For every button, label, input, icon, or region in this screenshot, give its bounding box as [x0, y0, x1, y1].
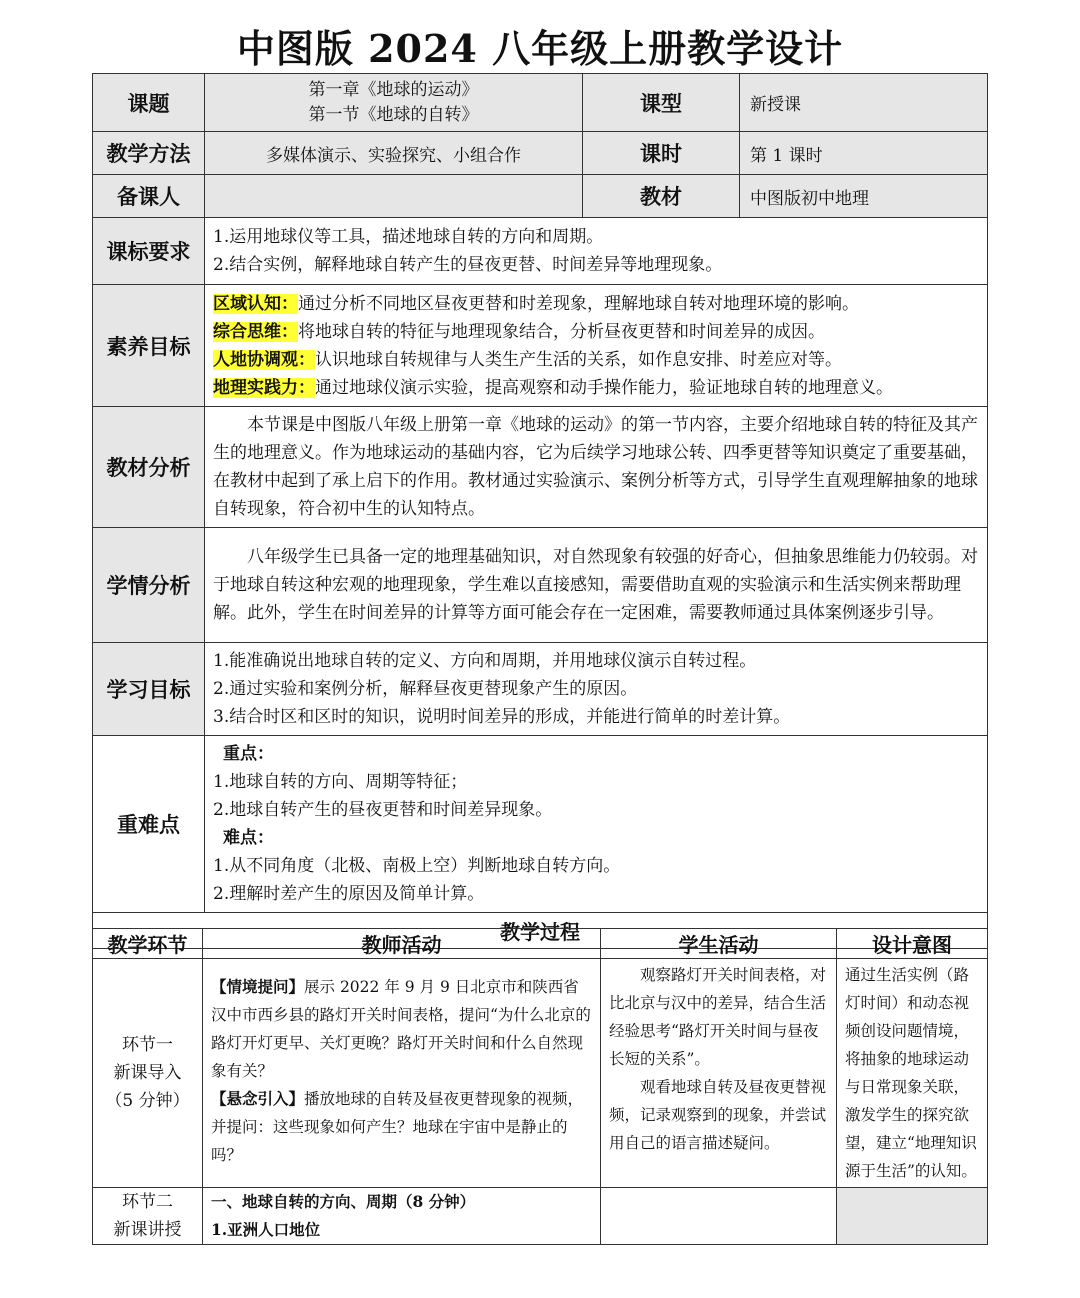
standards-line: 2.结合实例，解释地球自转产生的昼夜更替、时间差异等地理现象。 — [213, 255, 723, 275]
col-student: 学生活动 — [601, 929, 837, 959]
students-label: 学情分析 — [93, 528, 205, 643]
material-text: 本节课是中图版八年级上册第一章《地球的运动》的第一节内容，主要介绍地球自转的特征及其产生的地理意义。作为地球运动的基础内容，它为后续学习地球公转、四季更替等知识奠定了重要基础，在教材中起到了承上启下的作用。教材通过实验演示、案例分析等方式，引导学生直观理解抽象的地球自转现象，符合初中生的认知特点。 — [213, 415, 978, 519]
method-value: 多媒体演示、实验探究、小组合作 — [205, 132, 583, 175]
key-points-label: 重难点 — [93, 736, 205, 913]
literacy-content — [205, 285, 988, 407]
goal-line: 1.能准确说出地球自转的定义、方向和周期，并用地球仪演示自转过程。 — [213, 651, 757, 671]
col-stage: 教学环节 — [93, 929, 203, 959]
standards-label: 课标要求 — [93, 218, 205, 285]
teacher-tag: 【情境提问】 — [211, 977, 305, 996]
topic-value — [205, 74, 583, 132]
literacy-item — [213, 346, 979, 374]
literacy-tag: 人地协调观： — [213, 349, 315, 370]
lesson-info-table — [92, 73, 988, 949]
col-intent: 设计意图 — [837, 929, 988, 959]
literacy-tag: 地理实践力： — [213, 377, 315, 398]
textbook-value: 中图版初中地理 — [740, 175, 988, 218]
hours-label: 课时 — [583, 132, 740, 175]
stage2-name — [93, 1188, 203, 1245]
literacy-item — [213, 374, 979, 402]
stage1-name — [93, 959, 203, 1188]
stage2-intent — [837, 1188, 988, 1245]
hard-line: 2.理解时差产生的原因及简单计算。 — [213, 884, 485, 904]
literacy-text: 通过分析不同地区昼夜更替和时差现象，理解地球自转对地理环境的影响。 — [298, 293, 859, 314]
textbook-label: 教材 — [583, 175, 740, 218]
stage1-teacher — [203, 959, 601, 1188]
stage2-student — [601, 1188, 837, 1245]
student-item: 观看地球自转及昼夜更替视频，记录观察到的现象，并尝试用自己的语言描述疑问。 — [609, 1078, 827, 1152]
hard-title: 难点： — [223, 828, 274, 848]
material-content — [205, 407, 988, 528]
literacy-text: 认识地球自转规律与人类生产生活的关系，如作息安排、时差应对等。 — [315, 349, 842, 370]
col-teacher: 教师活动 — [203, 929, 601, 959]
topic-section: 第一节《地球的自转》 — [308, 104, 479, 125]
stage2-heading: 一、地球自转的方向、周期（8 分钟） — [211, 1192, 476, 1211]
key-title: 重点： — [223, 744, 274, 764]
literacy-text: 通过地球仪演示实验，提高观察和动手操作能力，验证地球自转的地理意义。 — [315, 377, 893, 398]
topic-chapter: 第一章《地球的运动》 — [308, 79, 479, 100]
goal-line: 2.通过实验和案例分析，解释昼夜更替现象产生的原因。 — [213, 679, 638, 699]
literacy-item — [213, 290, 979, 318]
stage1-line: 新课导入 — [113, 1063, 182, 1083]
stage2-teacher — [203, 1188, 601, 1245]
key-line: 2.地球自转产生的昼夜更替和时间差异现象。 — [213, 800, 553, 820]
hard-line: 1.从不同角度（北极、南极上空）判断地球自转方向。 — [213, 856, 621, 876]
teacher-tag: 【悬念引入】 — [211, 1089, 305, 1108]
stage1-line: （5 分钟） — [105, 1091, 190, 1111]
process-title: 教学过程 — [93, 913, 988, 949]
student-item: 观察路灯开关时间表格，对比北京与汉中的差异，结合生活经验思考“路灯开关时间与昼夜长短的关系”。 — [609, 966, 827, 1068]
material-label: 教材分析 — [93, 407, 205, 528]
teacher-text: 展示 2022 年 9 月 9 日北京市和陕西省汉中市西乡县的路灯开关时间表格，提问“为什么北京的路灯开灯更早、关灯更晚？路灯开关时间和什么自然现象有关？ — [211, 978, 591, 1080]
students-content — [205, 528, 988, 643]
stage2-line: 环节二 — [122, 1192, 173, 1212]
literacy-label: 素养目标 — [93, 285, 205, 407]
literacy-tag: 区域认知： — [213, 293, 298, 314]
lesson-type-value: 新授课 — [740, 74, 988, 132]
key-line: 1.地球自转的方向、周期等特征； — [213, 772, 468, 792]
goals-content — [205, 643, 988, 736]
key-points-content — [205, 736, 988, 913]
lesson-type-label: 课型 — [583, 74, 740, 132]
literacy-tag: 综合思维： — [213, 321, 298, 342]
hours-value: 第 1 课时 — [740, 132, 988, 175]
students-text: 八年级学生已具备一定的地理基础知识，对自然现象有较强的好奇心，但抽象思维能力仍较弱。对于地球自转这种宏观的地理现象，学生难以直接感知，需要借助直观的实验演示和生活实例来帮助理解。此外，学生在时间差异的计算等方面可能会存在一定困难，需要教师通过具体案例逐步引导。 — [213, 547, 978, 623]
teacher-text: 播放地球的自转及昼夜更替现象的视频，并提问：这些现象如何产生？地球在宇宙中是静止的吗？ — [211, 1090, 584, 1164]
stage1-intent — [837, 959, 988, 1188]
stage1-student — [601, 959, 837, 1188]
standards-content — [205, 218, 988, 285]
literacy-text: 将地球自转的特征与地理现象结合，分析昼夜更替和时间差异的成因。 — [298, 321, 825, 342]
stage2-sub: 1.亚洲人口地位 — [211, 1220, 321, 1239]
literacy-item — [213, 318, 979, 346]
stage1-line: 环节一 — [122, 1035, 173, 1055]
teacher-item — [211, 1085, 592, 1169]
goal-line: 3.结合时区和区时的知识，说明时间差异的形成，并能进行简单的时差计算。 — [213, 707, 791, 727]
goals-label: 学习目标 — [93, 643, 205, 736]
preparer-label: 备课人 — [93, 175, 205, 218]
method-label: 教学方法 — [93, 132, 205, 175]
preparer-value — [205, 175, 583, 218]
document-title: 中图版 2024 八年级上册教学设计 — [236, 26, 844, 71]
topic-label: 课题 — [93, 74, 205, 132]
process-table — [92, 928, 988, 1245]
teacher-item — [211, 973, 592, 1085]
stage2-line: 新课讲授 — [113, 1220, 182, 1240]
standards-line: 1.运用地球仪等工具，描述地球自转的方向和周期。 — [213, 227, 604, 247]
intent-text: 通过生活实例（路灯时间）和动态视频创设问题情境，将抽象的地球运动与日常现象关联，激发学生的探究欲望，建立“地理知识源于生活”的认知。 — [845, 966, 977, 1180]
